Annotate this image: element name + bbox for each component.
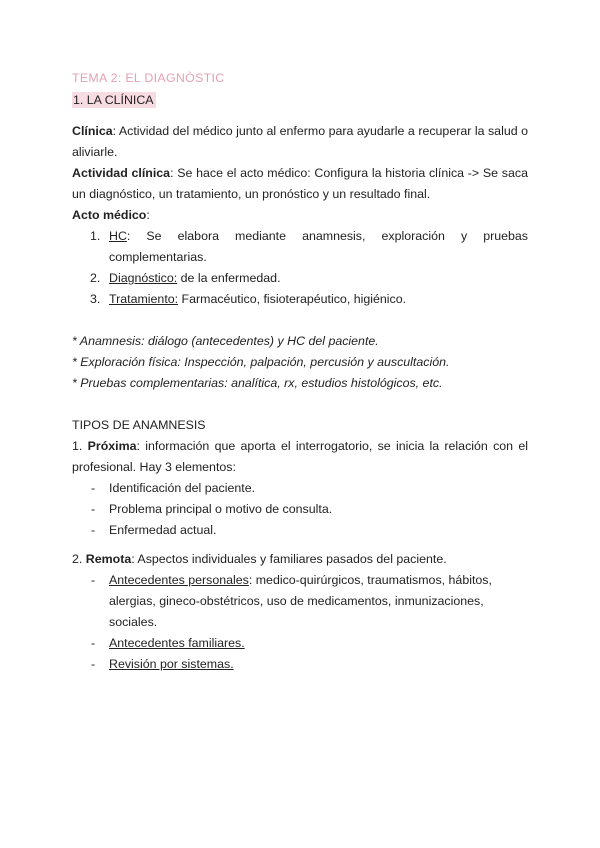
list-number: 3. xyxy=(90,292,101,306)
proxima-definition: : información que aporta el interrogatorio, se inicia la relación con el profesional. Hay 3 elementos: xyxy=(72,439,528,474)
step-text: Farmacéutico, fisioterapéutico, higiénico. xyxy=(178,292,407,306)
bullet-list-item xyxy=(72,570,528,633)
bullet-list-item xyxy=(72,654,528,675)
remota-item-text: : medico-quirúrgicos, traumatismos, hábitos, alergias, gineco-obstétricos, uso de medicamentos, inmunizaciones, sociales. xyxy=(109,573,492,629)
list-dash: - xyxy=(91,502,96,516)
proxima-term: Próxima xyxy=(87,439,137,453)
bullet-list-item xyxy=(72,499,528,520)
clinica-definition: : Actividad del médico junto al enfermo para ayudarle a recuperar la salud o aliviarle. xyxy=(72,124,528,159)
acto-medico-colon: : xyxy=(146,208,150,222)
list-dash: - xyxy=(91,657,96,671)
remota-item-term: Antecedentes personales xyxy=(109,573,249,587)
remota-number: 2. xyxy=(72,552,86,566)
list-dash: - xyxy=(91,523,96,537)
anamnesis-heading: TIPOS DE ANAMNESIS xyxy=(72,418,206,432)
step-term: HC xyxy=(109,229,127,243)
list-number: 2. xyxy=(90,271,101,285)
list-number: 1. xyxy=(90,229,101,243)
list-dash: - xyxy=(91,636,96,650)
step-text: de la enfermedad. xyxy=(177,271,281,285)
actividad-clinica-definition: : Se hace el acto médico: Configura la historia clínica -> Se saca un diagnóstico, un tratamiento, un pronóstico y un resultado final. xyxy=(72,166,528,201)
document-title: TEMA 2: EL DIAGNÒSTIC xyxy=(72,71,225,85)
acto-medico-paragraph xyxy=(72,205,528,226)
actividad-clinica-paragraph xyxy=(72,163,528,205)
list-dash: - xyxy=(91,573,96,587)
clinica-section-body xyxy=(72,121,528,675)
step-text: : Se elabora mediante anamnesis, exploración y pruebas complementarias. xyxy=(109,229,528,264)
remota-definition: : Aspectos individuales y familiares pasados del paciente. xyxy=(131,552,447,566)
proxima-paragraph xyxy=(72,436,528,478)
clinica-term: Clínica xyxy=(72,124,113,138)
proxima-number: 1. xyxy=(72,439,88,453)
note-line: * Anamnesis: diálogo (antecedentes) y HC del paciente. xyxy=(72,334,379,348)
bullet-text: Identificación del paciente. xyxy=(109,481,256,495)
ordered-list-item xyxy=(72,226,528,268)
remota-item-term: Revisión por sistemas. xyxy=(109,657,234,671)
remota-item-term: Antecedentes familiares. xyxy=(109,636,245,650)
step-term: Tratamiento: xyxy=(109,292,179,306)
section-heading-clinica: 1. LA CLÍNICA xyxy=(73,93,154,107)
ordered-list-item xyxy=(72,268,528,289)
list-dash: - xyxy=(91,481,96,495)
clinica-paragraph xyxy=(72,121,528,163)
ordered-list-item xyxy=(72,289,528,310)
bullet-list-item xyxy=(72,520,528,541)
note-line: * Pruebas complementarias: analítica, rx, estudios histológicos, etc. xyxy=(72,376,443,390)
step-term: Diagnóstico: xyxy=(109,271,178,285)
bullet-text: Problema principal o motivo de consulta. xyxy=(109,502,333,516)
remota-term: Remota xyxy=(85,552,132,566)
actividad-clinica-term: Actividad clínica xyxy=(72,166,171,180)
bullet-list-item xyxy=(72,633,528,654)
bullet-text: Enfermedad actual. xyxy=(109,523,217,537)
remota-paragraph xyxy=(72,549,528,570)
acto-medico-term: Acto médico xyxy=(72,208,147,222)
note-line: * Exploración física: Inspección, palpación, percusión y auscultación. xyxy=(72,355,450,369)
bullet-list-item xyxy=(72,478,528,499)
